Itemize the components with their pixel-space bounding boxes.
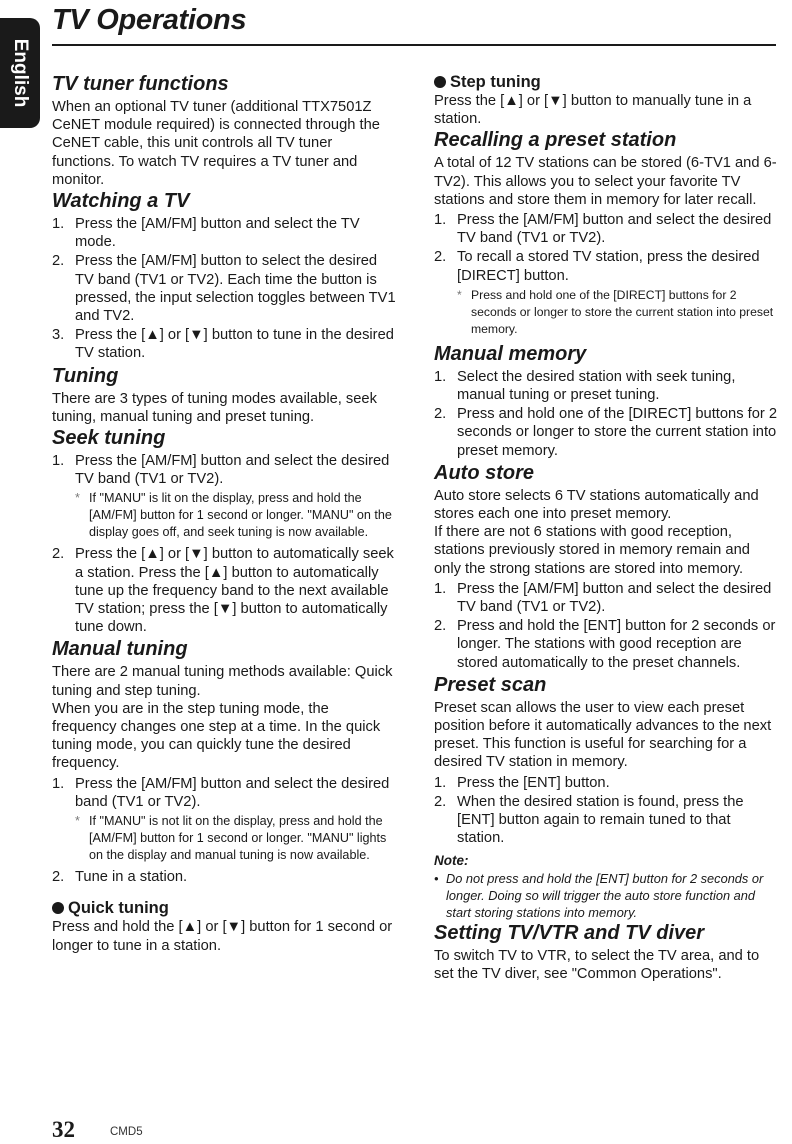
paragraph: Press the [▲] or [▼] button to manually tune in a station. (434, 93, 752, 128)
bullet-icon: • (434, 870, 439, 886)
step-text: Press and hold one of the [DIRECT] buttons for 2 seconds or longer to store the current station into preset memory. (457, 406, 778, 459)
step-text: Press the [AM/FM] button and select the desired band (TV1 or TV2). (75, 775, 390, 810)
sub-note (75, 813, 397, 864)
section-seek-tuning (52, 426, 397, 636)
list-item (434, 405, 779, 460)
sub-note (457, 287, 779, 338)
list-item (434, 248, 779, 337)
step-text: Press the [AM/FM] button and select the desired TV band (TV1 or TV2). (457, 212, 772, 247)
step-list (52, 215, 397, 363)
right-column (434, 72, 779, 983)
list-item (434, 793, 779, 848)
section-tuning (52, 364, 397, 426)
bullet-icon (52, 902, 64, 914)
language-tab-label: English (10, 38, 31, 108)
title-rule (52, 44, 776, 46)
paragraph: Auto store selects 6 TV stations automatically and stores each one into preset memory. (434, 487, 759, 523)
list-item (52, 326, 397, 362)
heading-manual-tuning: Manual tuning (52, 638, 188, 661)
step-number: 1. (434, 368, 447, 385)
step-number: 2. (52, 546, 65, 563)
heading-tv-tuner-functions: TV tuner functions (52, 73, 229, 95)
list-item (434, 580, 779, 616)
step-list (52, 775, 397, 887)
paragraph: Press and hold the [▲] or [▼] button for 1 second or longer to tune in a station. (52, 919, 393, 954)
step-text: Select the desired station with seek tuning, manual tuning or preset tuning. (457, 368, 736, 404)
step-text: Press the [ENT] button. (457, 774, 610, 791)
list-item (52, 775, 397, 864)
left-column (52, 72, 397, 955)
step-number: 1. (52, 453, 65, 470)
section-step-tuning (434, 72, 779, 128)
list-item (434, 211, 779, 247)
paragraph: There are 3 types of tuning modes available, seek tuning, manual tuning and preset tuning. (52, 390, 377, 425)
section-recalling-preset (434, 128, 779, 337)
note-body: Do not press and hold the [ENT] button for 2 seconds or longer. Doing so will trigger the auto store function and start storing stations into memory. (446, 870, 764, 920)
section-setting-tv-vtr (434, 921, 779, 983)
model-label: CMD5 (110, 1126, 143, 1138)
step-list (434, 368, 779, 460)
sub-note-text: If "MANU" is lit on the display, press and hold the [AM/FM] button for 1 second or longer. "MANU" on the display goes off, and seek tuning is now available. (89, 491, 392, 540)
asterisk-icon: * (75, 491, 80, 506)
subheading-text: Step tuning (450, 73, 541, 91)
list-item (434, 774, 779, 792)
step-text: Press the [▲] or [▼] button to automatically seek a station. Press the [▲] button to automatically tune up the frequency band to the next available TV station; press the [▼] button to automatically tune down. (75, 546, 394, 636)
section-manual-tuning (52, 637, 397, 954)
list-item (434, 617, 779, 672)
subheading-quick-tuning (52, 898, 397, 918)
step-number: 2. (434, 406, 447, 423)
heading-seek-tuning: Seek tuning (52, 427, 166, 450)
section-tv-tuner-functions (52, 72, 397, 189)
paragraph: When you are in the step tuning mode, the frequency changes one step at a time. In the quick tuning mode, you can quickly tune the desired frequency. (52, 700, 381, 772)
sub-note-text: Press and hold one of the [DIRECT] buttons for 2 seconds or longer to store the current station into preset memory. (471, 287, 774, 336)
step-number: 2. (434, 618, 447, 635)
asterisk-icon: * (75, 814, 80, 829)
page-title: TV Operations (52, 4, 247, 36)
step-number: 1. (434, 774, 447, 791)
paragraph: When an optional TV tuner (additional TTX7501Z CeNET module required) is connected through the CeNET cable, this unit controls all TV tuner functions. To watch TV requires a TV tuner and monitor. (52, 99, 380, 188)
note-text (434, 870, 779, 921)
section-manual-memory (434, 342, 779, 460)
heading-preset-scan: Preset scan (434, 673, 547, 696)
sub-note-text: If "MANU" is not lit on the display, press and hold the [AM/FM] button for 1 second or longer. "MANU" lights on the display and manual tuning is now available. (89, 814, 387, 863)
step-number: 1. (434, 212, 447, 229)
bullet-icon (434, 76, 446, 88)
step-text: To recall a stored TV station, press the desired [DIRECT] button. (457, 249, 760, 284)
subheading-text: Quick tuning (68, 899, 169, 918)
heading-recalling-preset: Recalling a preset station (434, 129, 677, 152)
heading-auto-store: Auto store (434, 461, 534, 484)
step-number: 2. (52, 869, 65, 886)
asterisk-icon: * (457, 287, 462, 302)
step-text: When the desired station is found, press the [ENT] button again to remain tuned to that station. (457, 793, 744, 847)
step-list (52, 452, 397, 636)
step-text: Press the [AM/FM] button to select the desired TV band (TV1 or TV2). Each time the button is pressed, the input selection toggles between TV1 and TV2. (75, 253, 396, 325)
step-number: 2. (52, 253, 65, 270)
heading-tuning: Tuning (52, 364, 119, 387)
step-number: 2. (434, 793, 447, 810)
paragraph: If there are not 6 stations with good reception, stations previously stored in memory remain and only the strong stations are stored into memory. (434, 524, 750, 577)
heading-watching-a-tv: Watching a TV (52, 190, 190, 213)
section-watching-a-tv (52, 189, 397, 363)
section-auto-store (434, 461, 779, 672)
section-preset-scan (434, 673, 779, 921)
list-item (52, 215, 397, 251)
paragraph: There are 2 manual tuning methods available: Quick tuning and step tuning. (52, 664, 393, 699)
heading-manual-memory: Manual memory (434, 342, 587, 365)
paragraph: A total of 12 TV stations can be stored (6-TV1 and 6-TV2). This allows you to select your favorite TV stations and store them in memory for later recall. (434, 155, 777, 208)
list-item (52, 868, 397, 886)
step-text: Press the [AM/FM] button and select the desired TV band (TV1 or TV2). (75, 453, 390, 488)
step-text: Tune in a station. (75, 869, 188, 886)
step-list (434, 774, 779, 848)
paragraph: Preset scan allows the user to view each preset position before it automatically advances to the next preset. This function is useful for searching for a desired TV station in memory. (434, 699, 772, 771)
step-number: 2. (434, 249, 447, 266)
step-text: Press and hold the [ENT] button for 2 seconds or longer. The stations with good reception are stored automatically to the preset channels. (457, 618, 776, 671)
step-text: Press the [AM/FM] button and select the TV mode. (75, 216, 360, 251)
step-number: 1. (52, 775, 65, 792)
step-number: 1. (52, 216, 65, 233)
step-number: 3. (52, 327, 65, 344)
sub-note (75, 490, 397, 541)
step-text: Press the [▲] or [▼] button to tune in the desired TV station. (75, 327, 394, 362)
paragraph: To switch TV to VTR, to select the TV area, and to set the TV diver, see "Common Operations". (434, 947, 760, 982)
list-item (434, 368, 779, 404)
language-tab (0, 18, 40, 128)
subheading-step-tuning (434, 72, 779, 92)
list-item (52, 545, 397, 636)
list-item (52, 252, 397, 325)
step-text: Press the [AM/FM] button and select the desired TV band (TV1 or TV2). (457, 580, 772, 616)
heading-setting-tv-vtr: Setting TV/VTR and TV diver (434, 921, 705, 944)
list-item (52, 452, 397, 541)
page-number: 32 (52, 1117, 75, 1142)
step-list (434, 211, 779, 338)
note-label: Note: (434, 852, 469, 868)
step-number: 1. (434, 580, 447, 597)
step-list (434, 580, 779, 672)
